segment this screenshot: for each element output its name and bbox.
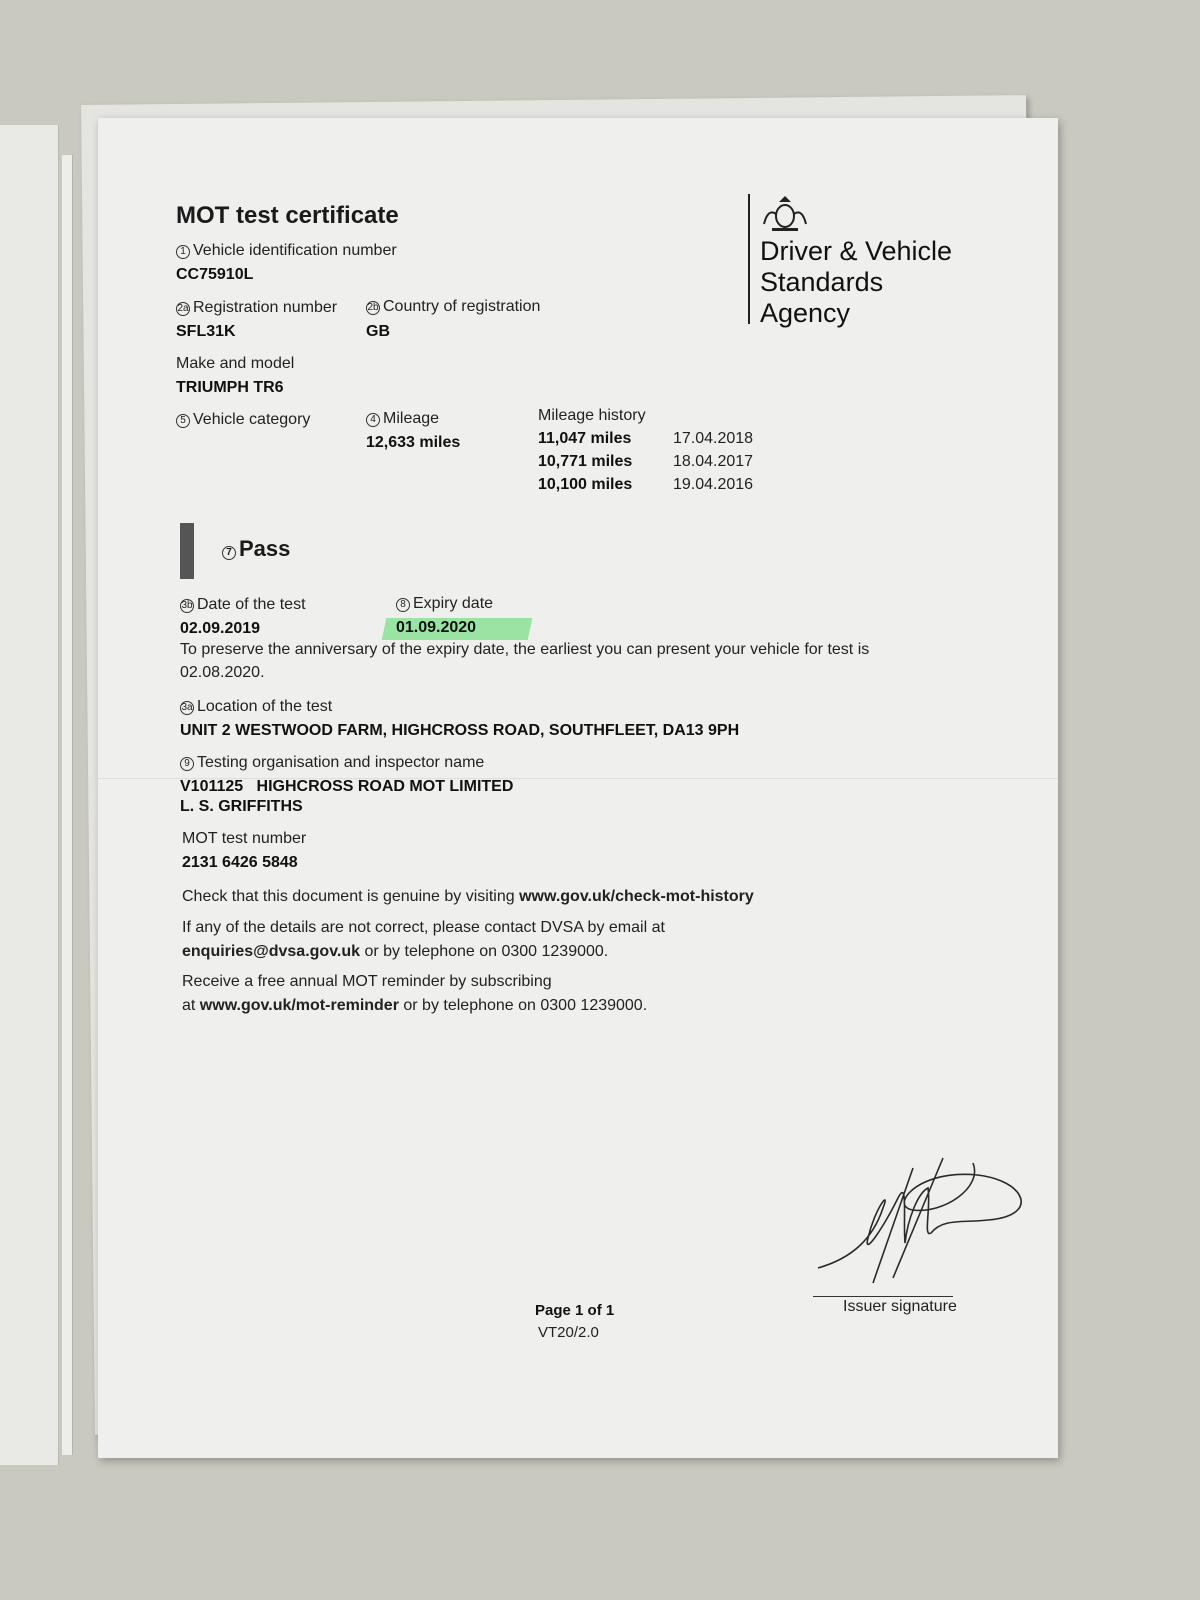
field-number-badge: 9	[180, 757, 194, 771]
mileage-history-row	[538, 453, 753, 476]
anniversary-note-line-1: To preserve the anniversary of the expiry date, the earliest you can present your vehicle for test is	[180, 641, 870, 658]
location-label	[180, 698, 332, 716]
field-number-badge: 3a	[181, 702, 193, 713]
field-number-badge: 5	[176, 414, 190, 428]
mileage-history-row	[538, 430, 753, 453]
history-miles: 11,047 miles	[538, 430, 632, 447]
history-date: 17.04.2018	[673, 430, 754, 447]
mileage-history-label: Mileage history	[538, 407, 646, 424]
agency-line-1: Driver & Vehicle	[760, 236, 953, 266]
mileage-history-list	[538, 430, 753, 499]
registration-label	[176, 299, 337, 317]
mileage-label	[366, 410, 439, 428]
test-result	[222, 536, 290, 562]
registration-value: SFL31K	[176, 323, 236, 340]
history-date: 19.04.2016	[673, 476, 754, 493]
test-date-label-text: Date of the test	[197, 596, 306, 613]
contact-text	[182, 916, 665, 964]
country-value: GB	[366, 323, 390, 340]
organisation-value: V101125 HIGHCROSS ROAD MOT LIMITED	[180, 778, 514, 795]
mot-reminder-link[interactable]: www.gov.uk/mot-reminder	[199, 997, 399, 1014]
signature-line	[813, 1296, 953, 1297]
vehicle-category-label-text: Vehicle category	[193, 411, 311, 428]
reminder-prefix: at	[182, 997, 200, 1014]
agency-line-2: Standards	[760, 267, 884, 297]
vehicle-category-label	[176, 411, 310, 429]
agency-divider	[748, 194, 750, 324]
reminder-text	[182, 970, 647, 1018]
anniversary-note	[180, 638, 960, 684]
vin-label	[176, 242, 397, 260]
issuer-signature-label: Issuer signature	[843, 1298, 957, 1315]
vin-value: CC75910L	[176, 266, 254, 283]
test-number-value: 2131 6426 5848	[182, 854, 298, 871]
issuer-signature-icon	[813, 1148, 1043, 1288]
country-label	[366, 298, 540, 316]
expiry-date-label-text: Expiry date	[413, 595, 494, 612]
adjacent-paper-edge	[62, 155, 73, 1455]
royal-crest-icon	[758, 194, 812, 234]
test-date-value: 02.09.2019	[180, 620, 261, 637]
mot-certificate-sheet	[98, 118, 1058, 1458]
make-model-label: Make and model	[176, 355, 295, 372]
adjacent-paper	[0, 125, 59, 1465]
field-number-badge: 1	[176, 245, 190, 259]
agency-line-3: Agency	[760, 298, 851, 328]
contact-line-2	[182, 940, 665, 964]
test-number-label: MOT test number	[182, 830, 307, 847]
contact-telephone: or by telephone on 0300 1239000.	[360, 943, 609, 960]
contact-line-1: If any of the details are not correct, please contact DVSA by email at	[182, 919, 665, 936]
mileage-value: 12,633 miles	[366, 434, 461, 451]
genuine-check-text	[182, 888, 754, 906]
country-label-text: Country of registration	[383, 298, 541, 315]
location-value: UNIT 2 WESTWOOD FARM, HIGHCROSS ROAD, SOUTHFLEET, DA13 9PH	[180, 722, 740, 739]
expiry-date-value: 01.09.2020	[396, 619, 477, 636]
anniversary-note-line-2: 02.08.2020.	[180, 664, 265, 681]
field-number-badge: 2b	[367, 302, 379, 313]
document-title: MOT test certificate	[176, 202, 399, 229]
page-number: Page 1 of 1	[535, 1302, 615, 1319]
check-mot-history-link[interactable]: www.gov.uk/check-mot-history	[519, 888, 754, 905]
reminder-telephone: or by telephone on 0300 1239000.	[398, 997, 648, 1014]
test-result-value: Pass	[239, 536, 291, 561]
organisation-label	[180, 754, 484, 772]
history-date: 18.04.2017	[673, 453, 754, 470]
mileage-label-text: Mileage	[383, 410, 440, 427]
expiry-date-label	[396, 595, 493, 613]
genuine-check-prefix: Check that this document is genuine by visiting	[182, 888, 520, 905]
inspector-name: L. S. GRIFFITHS	[180, 798, 303, 815]
pass-indicator-bar	[180, 523, 194, 579]
history-miles: 10,771 miles	[538, 453, 633, 470]
field-number-badge: 3b	[181, 600, 193, 611]
vin-label-text: Vehicle identification number	[193, 242, 397, 259]
dvsa-email-link[interactable]: enquiries@dvsa.gov.uk	[182, 943, 361, 960]
organisation-label-text: Testing organisation and inspector name	[197, 754, 485, 771]
location-label-text: Location of the test	[197, 698, 333, 715]
make-model-value: TRIUMPH TR6	[176, 379, 284, 396]
field-number-badge: 8	[396, 598, 410, 612]
mileage-history-row	[538, 476, 753, 499]
field-number-badge: 7	[222, 546, 236, 560]
reminder-line-1: Receive a free annual MOT reminder by subscribing	[182, 973, 552, 990]
field-number-badge: 4	[366, 413, 380, 427]
test-date-label	[180, 596, 306, 614]
form-code: VT20/2.0	[538, 1324, 599, 1341]
field-number-badge: 2a	[177, 303, 189, 314]
reminder-line-2	[182, 994, 647, 1018]
registration-label-text: Registration number	[193, 299, 338, 316]
history-miles: 10,100 miles	[538, 476, 633, 493]
agency-name	[760, 236, 952, 329]
